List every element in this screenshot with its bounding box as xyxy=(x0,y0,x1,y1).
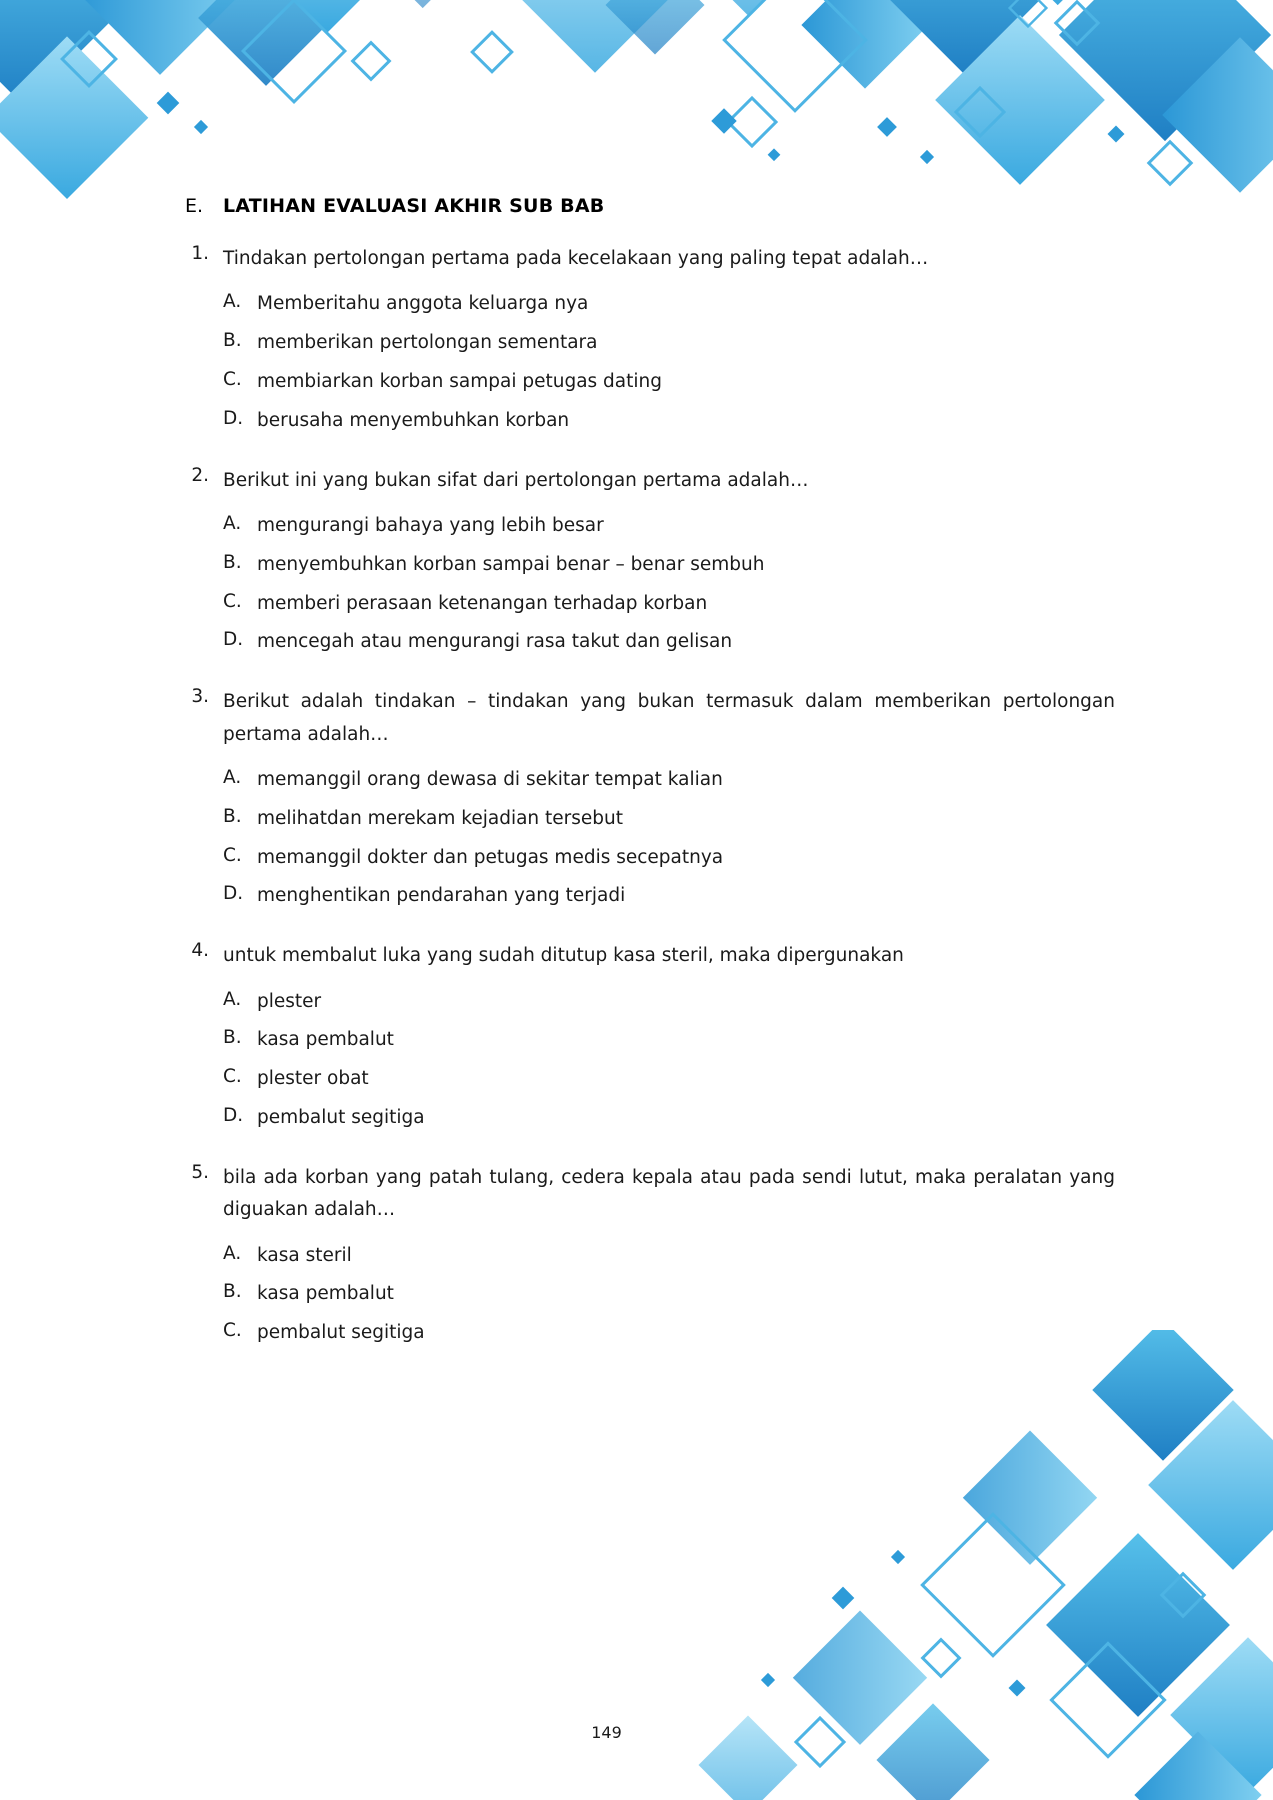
option-text: pembalut segitiga xyxy=(257,1107,425,1129)
question-item xyxy=(185,686,1115,910)
option-letter: D. xyxy=(223,883,244,905)
question-line xyxy=(185,465,1115,497)
question-line xyxy=(185,686,1115,751)
option-item xyxy=(185,1027,1115,1054)
option-letter: C. xyxy=(223,1066,242,1088)
option-letter: B. xyxy=(223,330,242,352)
question-text: Tindakan pertolongan pertama pada kecelakaan yang paling tepat adalah… xyxy=(223,248,929,269)
option-letter: A. xyxy=(223,513,242,534)
option-text: kasa pembalut xyxy=(257,1029,394,1051)
option-item xyxy=(185,291,1115,318)
question-number: 2. xyxy=(191,464,209,486)
section-title: LATIHAN EVALUASI AKHIR SUB BAB xyxy=(223,195,605,217)
option-text: melihatdan merekam kejadian tersebut xyxy=(257,807,624,829)
option-item xyxy=(185,806,1115,833)
section-letter: E. xyxy=(185,195,204,217)
option-item xyxy=(185,767,1115,794)
option-text: plester xyxy=(257,990,322,1012)
option-text: pembalut segitiga xyxy=(257,1322,425,1344)
option-letter: A. xyxy=(223,988,242,1010)
option-letter: B. xyxy=(223,805,242,827)
option-item xyxy=(185,883,1115,910)
option-letter: B. xyxy=(223,551,242,573)
option-letter: D. xyxy=(223,407,244,429)
question-item xyxy=(185,243,1115,435)
option-item xyxy=(185,591,1115,618)
question-number: 1. xyxy=(191,243,209,264)
option-text: plester obat xyxy=(257,1068,369,1090)
option-letter: C. xyxy=(223,1320,242,1342)
question-text: bila ada korban yang patah tulang, cedera kepala atau pada sendi lutut, maka peralatan yang diguakan adalah… xyxy=(223,1166,1115,1221)
question-item xyxy=(185,1162,1115,1347)
option-item xyxy=(185,552,1115,579)
option-item xyxy=(185,845,1115,872)
option-item xyxy=(185,1281,1115,1308)
option-letter: A. xyxy=(223,1242,242,1264)
option-text: berusaha menyembuhkan korban xyxy=(257,409,570,431)
option-text: memberi perasaan ketenangan terhadap korban xyxy=(257,592,708,614)
option-text: mengurangi bahaya yang lebih besar xyxy=(257,515,604,536)
option-item xyxy=(185,1320,1115,1347)
question-item xyxy=(185,465,1115,657)
option-text: membiarkan korban sampai petugas dating xyxy=(257,371,662,392)
page-content xyxy=(185,195,1115,1377)
option-item xyxy=(185,1243,1115,1270)
option-text: menyembuhkan korban sampai benar – benar sembuh xyxy=(257,553,765,575)
option-item xyxy=(185,513,1115,540)
question-text: Berikut ini yang bukan sifat dari pertolongan pertama adalah… xyxy=(223,469,809,491)
question-text: Berikut adalah tindakan – tindakan yang bukan termasuk dalam memberikan pertolongan pertama adalah… xyxy=(223,691,1115,745)
option-text: memanggil orang dewasa di sekitar tempat kalian xyxy=(257,769,723,790)
question-line xyxy=(185,243,1115,275)
option-letter: B. xyxy=(223,1027,242,1049)
option-letter: A. xyxy=(223,291,242,313)
option-letter: C. xyxy=(223,590,242,612)
page-number: 149 xyxy=(591,1723,622,1742)
option-letter: D. xyxy=(223,1105,244,1127)
option-item xyxy=(185,408,1115,435)
option-item xyxy=(185,1105,1115,1132)
question-item xyxy=(185,940,1115,1132)
question-text: untuk membalut luka yang sudah ditutup kasa steril, maka dipergunakan xyxy=(223,945,904,967)
question-number: 5. xyxy=(191,1161,209,1183)
option-letter: C. xyxy=(223,369,242,390)
option-item xyxy=(185,989,1115,1016)
option-letter: C. xyxy=(223,844,242,866)
question-number: 4. xyxy=(191,940,209,962)
option-item xyxy=(185,629,1115,656)
question-number: 3. xyxy=(191,686,209,708)
option-letter: A. xyxy=(223,767,242,788)
option-text: menghentikan pendarahan yang terjadi xyxy=(257,885,626,907)
option-item xyxy=(185,1066,1115,1093)
option-text: mencegah atau mengurangi rasa takut dan gelisan xyxy=(257,631,733,653)
question-line xyxy=(185,1162,1115,1227)
option-text: memberikan pertolongan sementara xyxy=(257,332,598,354)
option-item xyxy=(185,369,1115,396)
option-text: memanggil dokter dan petugas medis secepatnya xyxy=(257,846,724,868)
option-text: Memberitahu anggota keluarga nya xyxy=(257,293,589,315)
section-heading xyxy=(185,195,1115,217)
option-text: kasa steril xyxy=(257,1244,352,1266)
option-letter: D. xyxy=(223,629,244,651)
option-text: kasa pembalut xyxy=(257,1283,394,1305)
option-item xyxy=(185,330,1115,357)
question-line xyxy=(185,940,1115,972)
option-letter: B. xyxy=(223,1281,242,1303)
